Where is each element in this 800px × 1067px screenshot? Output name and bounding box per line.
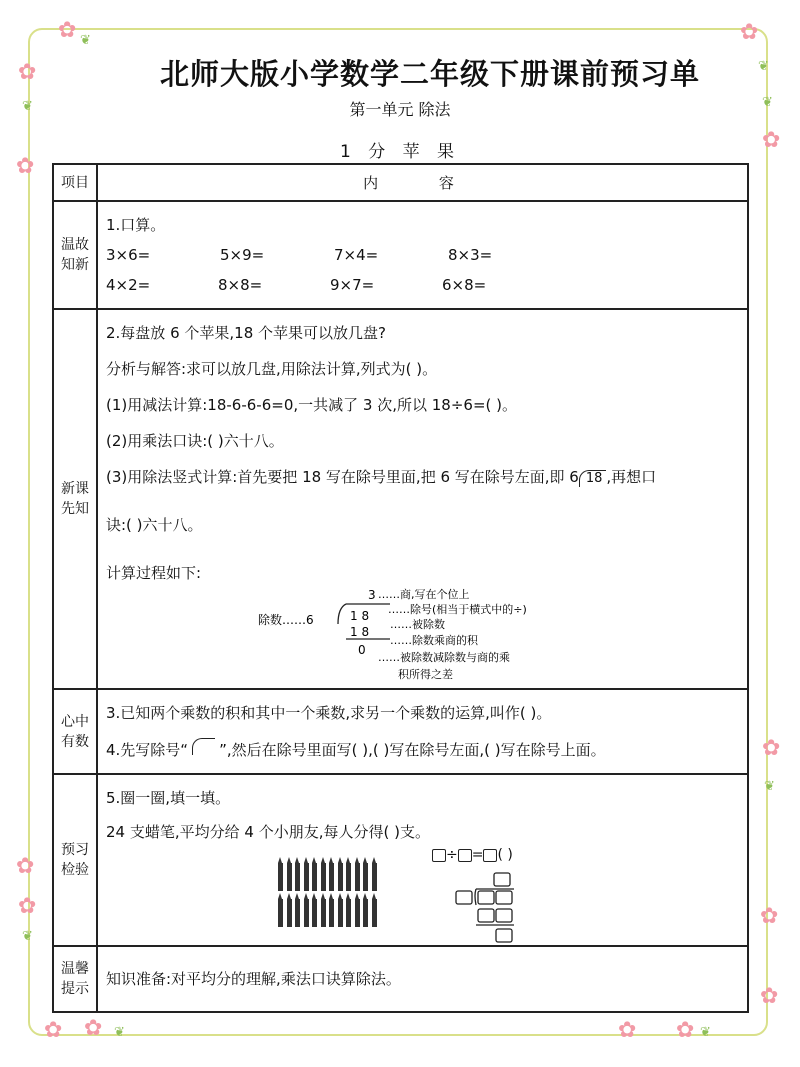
preview-content: [97, 774, 748, 946]
crayon-icon: [312, 899, 317, 927]
crayon-icon: [287, 863, 292, 891]
crayon-icon: [355, 899, 360, 927]
diagram-product: 1 8: [350, 625, 370, 639]
flower-icon: ✿: [58, 18, 77, 43]
flower-icon: ✿: [84, 1016, 103, 1041]
product-box-1[interactable]: [478, 909, 494, 922]
q4-text: [106, 738, 741, 761]
flower-icon: ✿: [760, 984, 779, 1009]
step1-text: (1)用减法计算:18-6-6-6=0,一共减了 3 次,所以 18÷6=( )。: [106, 396, 517, 414]
crayon-icon: [287, 899, 292, 927]
crayon-icon: [278, 899, 283, 927]
diagram-dividend: 1 8: [350, 609, 370, 623]
flower-icon: ✿: [762, 128, 781, 153]
crayon-icon: [304, 899, 309, 927]
calc-row-2: [106, 274, 741, 296]
answer-blank: ( ): [497, 847, 513, 863]
crayon-icon: [338, 863, 343, 891]
dividend-box-1[interactable]: [478, 891, 494, 904]
table-header-row: [53, 164, 748, 201]
crayon-icon: [312, 863, 317, 891]
step3-part-b: ,再想口: [606, 468, 657, 486]
crayon-icon: [363, 899, 368, 927]
flower-icon: ✿: [618, 1018, 637, 1043]
leaf-icon: ❦: [114, 1025, 125, 1040]
leaf-icon: ❦: [22, 929, 33, 944]
flower-icon: ✿: [676, 1018, 695, 1043]
q5-problem: 24 支蜡笔,平均分给 4 个小朋友,每人分得( )支。: [106, 823, 430, 841]
process-text: 计算过程如下:: [106, 564, 202, 582]
crayon-icon: [304, 863, 309, 891]
leaf-icon: ❦: [762, 95, 773, 110]
crayon-icon: [372, 863, 377, 891]
remainder-box[interactable]: [496, 929, 512, 942]
q3-text: 3.已知两个乘数的积和其中一个乘数,求另一个乘数的运算,叫作( )。: [106, 704, 552, 722]
col-content-header: 内 容: [97, 164, 748, 201]
tips-content: [97, 946, 748, 1012]
blank-box[interactable]: [432, 849, 446, 862]
review-row: [53, 201, 748, 309]
review-label: 温故知新: [53, 201, 97, 309]
leaf-icon: ❦: [700, 1025, 711, 1040]
calc-item: 4×2=: [106, 276, 151, 294]
leaf-icon: ❦: [22, 99, 33, 114]
calc-item: 5×9=: [220, 246, 265, 264]
long-division-diagram: [258, 586, 728, 686]
q5-text: 5.圈一圈,填一填。: [106, 789, 231, 807]
calc-row-1: [106, 244, 741, 266]
q4-part-a: 4.先写除号“: [106, 741, 189, 759]
q2-text: 2.每盘放 6 个苹果,18 个苹果可以放几盘?: [106, 324, 386, 342]
calc-item: 7×4=: [334, 246, 379, 264]
crayon-group: [278, 855, 388, 925]
product-box-2[interactable]: [496, 909, 512, 922]
q4-part-b: ”,然后在除号里面写( ),( )写在除号左面,( )写在除号上面。: [219, 741, 606, 759]
tips-text: 知识准备:对平均分的理解,乘法口诀算除法。: [106, 970, 401, 988]
diagram-divisor: 除数……6: [258, 613, 314, 627]
unit-subtitle: 第一单元 除法: [349, 100, 451, 119]
leaf-icon: ❦: [80, 33, 91, 48]
analysis-text: 分析与解答:求可以放几盘,用除法计算,列式为( )。: [106, 360, 438, 378]
q1-text: 1.口算。: [106, 216, 166, 234]
flower-icon: ✿: [16, 154, 35, 179]
crayon-icon: [321, 863, 326, 891]
newlesson-content: [97, 309, 748, 689]
newlesson-row: [53, 309, 748, 689]
dividend-box-2[interactable]: [496, 891, 512, 904]
step3-part-a: (3)用除法竖式计算:首先要把 18 写在除号里面,把 6 写在除号左面,即 6: [106, 468, 579, 486]
quotient-box[interactable]: [494, 873, 510, 886]
calc-item: 6×8=: [442, 276, 487, 294]
mind-label: 心中有数: [53, 689, 97, 774]
note-sign: ……除号(相当于横式中的÷): [388, 603, 527, 616]
tips-row: [53, 946, 748, 1012]
note-dividend: ……被除数: [390, 618, 445, 631]
note-remainder: ……被除数减除数与商的乘: [378, 651, 510, 664]
crayon-icon: [372, 899, 377, 927]
crayon-icon: [278, 863, 283, 891]
calc-item: 9×7=: [330, 276, 375, 294]
flower-icon: ✿: [762, 736, 781, 761]
leaf-icon: ❦: [758, 59, 769, 74]
step3-text: [106, 466, 741, 488]
long-division-inline: 18: [579, 470, 607, 487]
col-item-header: 项目: [53, 164, 97, 201]
crayon-icon: [338, 899, 343, 927]
flower-icon: ✿: [16, 854, 35, 879]
leaf-icon: ❦: [764, 779, 775, 794]
worksheet-table: [52, 163, 749, 1013]
newlesson-label: 新课先知: [53, 309, 97, 689]
op-divide: ÷: [446, 847, 458, 863]
diagram-remainder: 0: [358, 643, 366, 657]
lesson-title: 1 分 苹 果: [339, 142, 461, 162]
note-product: ……除数乘商的积: [390, 634, 478, 647]
crayon-icon: [295, 899, 300, 927]
crayon-icon: [363, 863, 368, 891]
crayon-icon: [346, 863, 351, 891]
review-content: [97, 201, 748, 309]
crayon-icon: [346, 899, 351, 927]
crayon-icon: [329, 899, 334, 927]
flower-icon: ✿: [760, 904, 779, 929]
step2-text: (2)用乘法口诀:( )六十八。: [106, 432, 284, 450]
crayon-icon: [329, 863, 334, 891]
blank-box[interactable]: [458, 849, 472, 862]
preview-label: 预习检验: [53, 774, 97, 946]
flower-icon: ✿: [740, 20, 759, 45]
calc-item: 3×6=: [106, 246, 151, 264]
divisor-box[interactable]: [456, 891, 472, 904]
vertical-division-template: [454, 871, 534, 949]
division-bracket: [338, 604, 346, 624]
blank-box[interactable]: [483, 849, 497, 862]
tips-label: 温馨提示: [53, 946, 97, 1012]
mind-row: [53, 689, 748, 774]
division-sign-icon: [192, 738, 215, 755]
preview-row: [53, 774, 748, 946]
crayon-icon: [295, 863, 300, 891]
flower-icon: ✿: [44, 1018, 63, 1043]
crayon-icon: [321, 899, 326, 927]
page-title: 北师大版小学数学二年级下册课前预习单: [159, 57, 700, 91]
crayon-icon: [355, 863, 360, 891]
calc-item: 8×8=: [218, 276, 263, 294]
flower-icon: ✿: [18, 60, 37, 85]
step3-text-cont: 诀:( )六十八。: [106, 516, 203, 534]
op-equals: =: [471, 847, 484, 863]
division-formula: [432, 847, 513, 863]
calc-item: 8×3=: [448, 246, 493, 264]
diagram-quotient: 3: [368, 588, 376, 602]
flower-icon: ✿: [18, 894, 37, 919]
note-remainder-2: 积所得之差: [398, 668, 453, 681]
note-quotient: ……商,写在个位上: [378, 588, 470, 601]
mind-content: [97, 689, 748, 774]
